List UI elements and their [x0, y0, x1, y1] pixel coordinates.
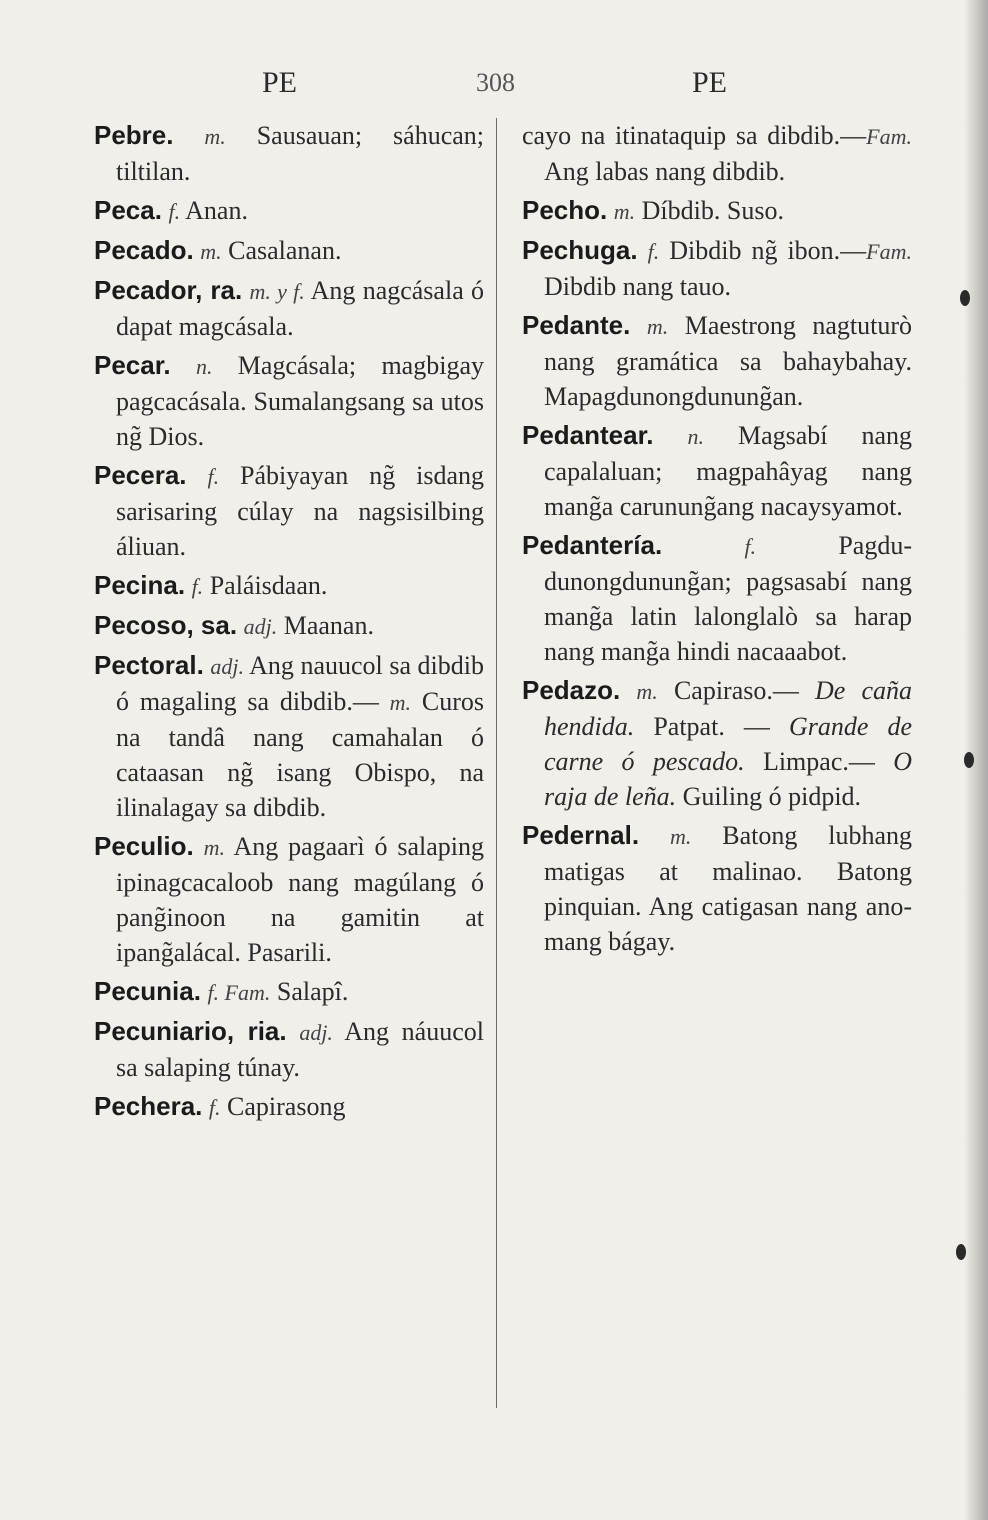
grammar-tag: m. y f. — [249, 279, 305, 304]
dictionary-entry — [522, 418, 912, 524]
column-divider — [496, 118, 497, 1408]
dictionary-entry — [94, 608, 484, 644]
definition: Batong lubhang matigas at malinao. Batong pinquian. Ang catigasan nang anomang bágay. — [544, 821, 912, 956]
definition: Dibdib nang tauo. — [544, 272, 732, 301]
headword: Pechuga. — [522, 235, 638, 265]
headword: Pedantería. — [522, 530, 663, 560]
grammar-tag: f. — [208, 1095, 221, 1120]
definition: Maanan. — [283, 611, 374, 640]
ink-speck — [964, 752, 974, 768]
definition: Maestrong nagtuturò nang gramática sa bahaybahay. Mapagdunongdunung̃an. — [544, 311, 913, 411]
dictionary-entry — [94, 648, 484, 825]
definition: Anan. — [185, 196, 248, 225]
definition: Capiraso.— — [673, 676, 799, 705]
headword: Pechera. — [94, 1091, 203, 1121]
definition: Ang labas nang dibdib. — [544, 157, 786, 186]
grammar-tag: m. — [204, 124, 226, 149]
headword: Peculio. — [94, 831, 194, 861]
headword: Pecoso, sa. — [94, 610, 238, 640]
definition: Patpat. — — [653, 712, 770, 741]
definition: Dibdib ng̃ ibon.— — [669, 236, 867, 265]
grammar-tag: f. Fam. — [207, 980, 271, 1005]
definition: Guiling ó pidpid. — [682, 782, 862, 811]
grammar-tag: adj. — [210, 654, 245, 679]
grammar-tag: m. — [669, 824, 692, 849]
definition: Casalanan. — [228, 236, 342, 265]
grammar-tag: adj. — [243, 614, 278, 639]
headword: Pedante. — [522, 310, 631, 340]
headword: Pecuniario, ria. — [94, 1016, 287, 1046]
definition: Capirasong — [227, 1092, 346, 1121]
definition: Ang nauucol sa dibdib ó magaling sa dibdib.— — [116, 651, 484, 716]
grammar-tag: n. — [687, 424, 704, 449]
dictionary-entry — [94, 273, 484, 344]
dictionary-entry — [522, 528, 912, 669]
definition: Magcásala; magbigay pagcacásala. Sumalangsang sa utos ng̃ Dios. — [116, 351, 484, 451]
header-left-guideword: PE — [262, 66, 298, 99]
spanish-phrase: De caña hendida. — [544, 676, 913, 741]
grammar-tag: m. — [389, 690, 412, 715]
headword: Pedantear. — [522, 420, 654, 450]
right-column — [522, 118, 912, 963]
page-header — [0, 66, 988, 106]
dictionary-entry — [522, 233, 912, 304]
grammar-tag: m. — [200, 239, 222, 264]
definition: Ang pagaarì ó salaping ipinagcacaloob nang magúlang ó pang̃inoon na gamitin at ipang̃alácal. Pasarili. — [116, 832, 484, 967]
header-right-guideword: PE — [692, 66, 728, 99]
dictionary-entry — [522, 673, 912, 814]
headword: Pecera. — [94, 460, 187, 490]
headword: Pecado. — [94, 235, 194, 265]
dictionary-entry — [94, 974, 484, 1010]
definition: Pagdudunongdunung̃an; pagsasabí nang mang̃a latin lalonglalò sa harap nang mang̃a hindi nacaaabot. — [544, 531, 912, 666]
dictionary-entry — [522, 308, 912, 414]
grammar-tag: m. — [636, 679, 658, 704]
headword: Pecunia. — [94, 976, 201, 1006]
dictionary-entry — [94, 193, 484, 229]
grammar-tag: m. — [646, 314, 669, 339]
definition: Ang náuucol sa salaping túnay. — [116, 1017, 484, 1082]
grammar-tag: f. — [191, 574, 204, 599]
definition: Díbdib. Suso. — [641, 196, 784, 225]
ink-speck — [960, 290, 970, 306]
page-number: 308 — [476, 68, 515, 97]
grammar-tag: m. — [613, 199, 636, 224]
headword: Peca. — [94, 195, 162, 225]
ink-speck — [956, 1244, 966, 1260]
spanish-phrase: Grande de carne ó pescado. — [544, 712, 912, 776]
definition: Pábiyayan ng̃ isdang sarisaring cúlay na nagsisilbing áliuan. — [116, 461, 485, 561]
grammar-tag: f. — [168, 199, 181, 224]
headword: Pectoral. — [94, 650, 204, 680]
definition: Sausauan; sáhucan; tiltilan. — [116, 121, 484, 186]
dictionary-entry — [94, 233, 484, 269]
grammar-tag: Fam. — [866, 239, 912, 264]
spanish-phrase: O raja de leña. — [544, 747, 913, 811]
definition: Limpac.— — [762, 747, 875, 776]
grammar-tag: Fam. — [866, 124, 912, 149]
headword: Pedazo. — [522, 675, 621, 705]
headword: Pebre. — [94, 120, 174, 150]
dictionary-entry — [522, 193, 912, 229]
dictionary-entry — [94, 1089, 484, 1125]
grammar-tag: m. — [203, 835, 225, 860]
dictionary-entry — [94, 458, 484, 564]
definition: Salapî. — [276, 977, 349, 1006]
definition: Paláisdaan. — [209, 571, 328, 600]
headword: Pecho. — [522, 195, 608, 225]
dictionary-entry — [94, 118, 484, 189]
left-column — [94, 118, 484, 1129]
definition: Curos na tandâ nang camahalan ó cataasan ng̃ isang Obispo, na ilinalagay sa dibdib. — [116, 687, 485, 822]
headword: Pecador, ra. — [94, 275, 243, 305]
dictionary-entry-continued — [522, 118, 912, 189]
headword: Pedernal. — [522, 820, 640, 850]
dictionary-entry — [94, 568, 484, 604]
grammar-tag: f. — [744, 534, 757, 559]
grammar-tag: f. — [207, 464, 220, 489]
grammar-tag: adj. — [299, 1020, 333, 1045]
definition: Magsabí nang capalaluan; magpahâyag nang mang̃a carunung̃ang nacaysyamot. — [544, 421, 912, 521]
headword: Pecar. — [94, 350, 171, 380]
definition: Ang nagcásala ó dapat magcásala. — [116, 276, 485, 341]
grammar-tag: n. — [195, 354, 213, 379]
grammar-tag: f. — [647, 239, 660, 264]
dictionary-entry — [522, 818, 912, 959]
headword: Pecina. — [94, 570, 186, 600]
dictionary-entry — [94, 1014, 484, 1085]
definition: cayo na itinataquip sa dibdib.— — [522, 121, 867, 150]
dictionary-entry — [94, 348, 484, 454]
dictionary-entry — [94, 829, 484, 970]
